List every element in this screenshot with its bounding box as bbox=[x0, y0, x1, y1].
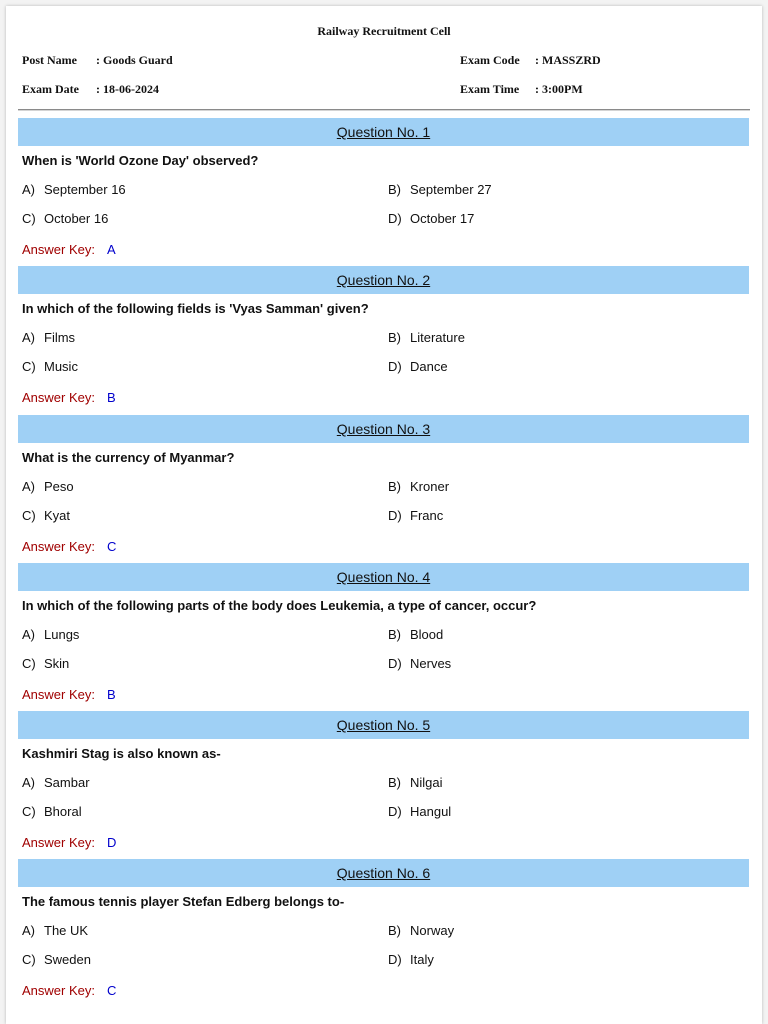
answer-key-row bbox=[22, 390, 116, 405]
post-name-row bbox=[22, 53, 173, 68]
option-a bbox=[22, 775, 90, 790]
exam-date-row bbox=[22, 82, 159, 97]
option-a bbox=[22, 479, 74, 494]
option-d bbox=[388, 359, 448, 374]
question-text: In which of the following parts of the body does Leukemia, a type of cancer, occur? bbox=[22, 598, 537, 613]
question-text: When is 'World Ozone Day' observed? bbox=[22, 153, 259, 168]
option-text: October 16 bbox=[44, 211, 109, 226]
document-title: Railway Recruitment Cell bbox=[317, 24, 451, 38]
option-letter: C) bbox=[22, 656, 36, 671]
option-text: Nerves bbox=[410, 656, 452, 671]
option-a bbox=[22, 923, 88, 938]
post-name-label: Post Name bbox=[22, 53, 77, 67]
option-letter: D) bbox=[388, 952, 402, 967]
option-letter: D) bbox=[388, 359, 402, 374]
option-d bbox=[388, 508, 443, 523]
question-block bbox=[18, 563, 749, 711]
option-text: Kroner bbox=[410, 479, 450, 494]
question-text: Kashmiri Stag is also known as- bbox=[22, 746, 221, 761]
answer-key-row bbox=[22, 539, 116, 554]
answer-key-value: D bbox=[106, 835, 117, 850]
option-text: Franc bbox=[410, 508, 444, 523]
option-text: September 27 bbox=[410, 182, 492, 197]
option-a bbox=[22, 182, 126, 197]
exam-time-row bbox=[460, 82, 583, 97]
answer-key-row bbox=[22, 983, 116, 998]
answer-key-label: Answer Key: bbox=[22, 390, 95, 405]
question-text: In which of the following fields is 'Vyas Samman' given? bbox=[22, 301, 369, 316]
option-a bbox=[22, 330, 75, 345]
option-b bbox=[388, 627, 443, 642]
option-letter: C) bbox=[22, 508, 36, 523]
question-text: The famous tennis player Stefan Edberg belongs to- bbox=[22, 894, 345, 909]
option-d bbox=[388, 804, 451, 819]
option-d bbox=[388, 656, 451, 671]
option-text: Music bbox=[44, 359, 78, 374]
option-c bbox=[22, 508, 70, 523]
exam-time-label: Exam Time bbox=[460, 82, 520, 96]
option-letter: B) bbox=[388, 775, 401, 790]
option-letter: C) bbox=[22, 804, 36, 819]
option-text: Lungs bbox=[44, 627, 80, 642]
exam-date-label: Exam Date bbox=[22, 82, 79, 96]
option-b bbox=[388, 923, 454, 938]
option-text: Sweden bbox=[44, 952, 91, 967]
question-heading: Question No. 5 bbox=[18, 711, 749, 739]
option-b bbox=[388, 775, 443, 790]
option-text: Sambar bbox=[44, 775, 90, 790]
option-letter: B) bbox=[388, 923, 401, 938]
exam-code-row bbox=[460, 53, 601, 68]
option-text: Kyat bbox=[44, 508, 71, 523]
option-a bbox=[22, 627, 79, 642]
option-text: Literature bbox=[410, 330, 465, 345]
question-heading: Question No. 1 bbox=[18, 118, 749, 146]
answer-key-label: Answer Key: bbox=[22, 687, 95, 702]
question-block bbox=[18, 711, 749, 859]
question-block bbox=[18, 266, 749, 414]
option-text: Italy bbox=[410, 952, 434, 967]
option-b bbox=[388, 330, 465, 345]
option-letter: D) bbox=[388, 804, 402, 819]
question-block bbox=[18, 415, 749, 563]
answer-key-row bbox=[22, 242, 116, 257]
answer-key-value: C bbox=[106, 983, 117, 998]
option-letter: A) bbox=[22, 627, 35, 642]
answer-key-label: Answer Key: bbox=[22, 835, 95, 850]
option-text: Peso bbox=[44, 479, 74, 494]
option-letter: C) bbox=[22, 211, 36, 226]
question-heading: Question No. 6 bbox=[18, 859, 749, 887]
option-b bbox=[388, 182, 492, 197]
option-letter: C) bbox=[22, 952, 36, 967]
option-text: Films bbox=[44, 330, 76, 345]
question-block bbox=[18, 859, 749, 1007]
question-heading: Question No. 3 bbox=[18, 415, 749, 443]
exam-date-value: : 18-06-2024 bbox=[96, 82, 159, 96]
option-letter: B) bbox=[388, 330, 401, 345]
option-text: Blood bbox=[410, 627, 444, 642]
option-d bbox=[388, 952, 434, 967]
question-heading: Question No. 4 bbox=[18, 563, 749, 591]
option-letter: D) bbox=[388, 508, 402, 523]
option-letter: A) bbox=[22, 330, 35, 345]
option-letter: D) bbox=[388, 656, 402, 671]
answer-key-value: C bbox=[106, 539, 117, 554]
option-text: Hangul bbox=[410, 804, 452, 819]
post-name-value: : Goods Guard bbox=[96, 53, 173, 67]
option-letter: B) bbox=[388, 182, 401, 197]
question-text: What is the currency of Myanmar? bbox=[22, 450, 235, 465]
exam-code-value: : MASSZRD bbox=[535, 53, 601, 67]
option-letter: A) bbox=[22, 775, 35, 790]
option-c bbox=[22, 952, 91, 967]
option-text: Nilgai bbox=[410, 775, 443, 790]
answer-key-value: B bbox=[106, 687, 116, 702]
option-text: The UK bbox=[44, 923, 89, 938]
answer-key-label: Answer Key: bbox=[22, 539, 95, 554]
header-divider bbox=[18, 109, 750, 111]
option-text: Bhoral bbox=[44, 804, 82, 819]
option-text: Norway bbox=[410, 923, 455, 938]
document-page bbox=[6, 6, 762, 1024]
option-c bbox=[22, 359, 78, 374]
option-c bbox=[22, 804, 82, 819]
option-letter: D) bbox=[388, 211, 402, 226]
answer-key-value: B bbox=[106, 390, 116, 405]
option-text: October 17 bbox=[410, 211, 475, 226]
option-text: September 16 bbox=[44, 182, 126, 197]
option-letter: A) bbox=[22, 182, 35, 197]
option-b bbox=[388, 479, 449, 494]
option-c bbox=[22, 656, 69, 671]
question-block bbox=[18, 118, 749, 266]
answer-key-label: Answer Key: bbox=[22, 983, 95, 998]
option-letter: B) bbox=[388, 627, 401, 642]
exam-code-label: Exam Code bbox=[460, 53, 520, 67]
option-letter: C) bbox=[22, 359, 36, 374]
question-heading: Question No. 2 bbox=[18, 266, 749, 294]
answer-key-row bbox=[22, 687, 116, 702]
answer-key-value: A bbox=[106, 242, 116, 257]
exam-time-value: : 3:00PM bbox=[535, 82, 583, 96]
option-letter: A) bbox=[22, 923, 35, 938]
option-text: Dance bbox=[410, 359, 448, 374]
answer-key-label: Answer Key: bbox=[22, 242, 95, 257]
answer-key-row bbox=[22, 835, 116, 850]
option-d bbox=[388, 211, 474, 226]
option-text: Skin bbox=[44, 656, 70, 671]
option-letter: B) bbox=[388, 479, 401, 494]
option-letter: A) bbox=[22, 479, 35, 494]
option-c bbox=[22, 211, 108, 226]
